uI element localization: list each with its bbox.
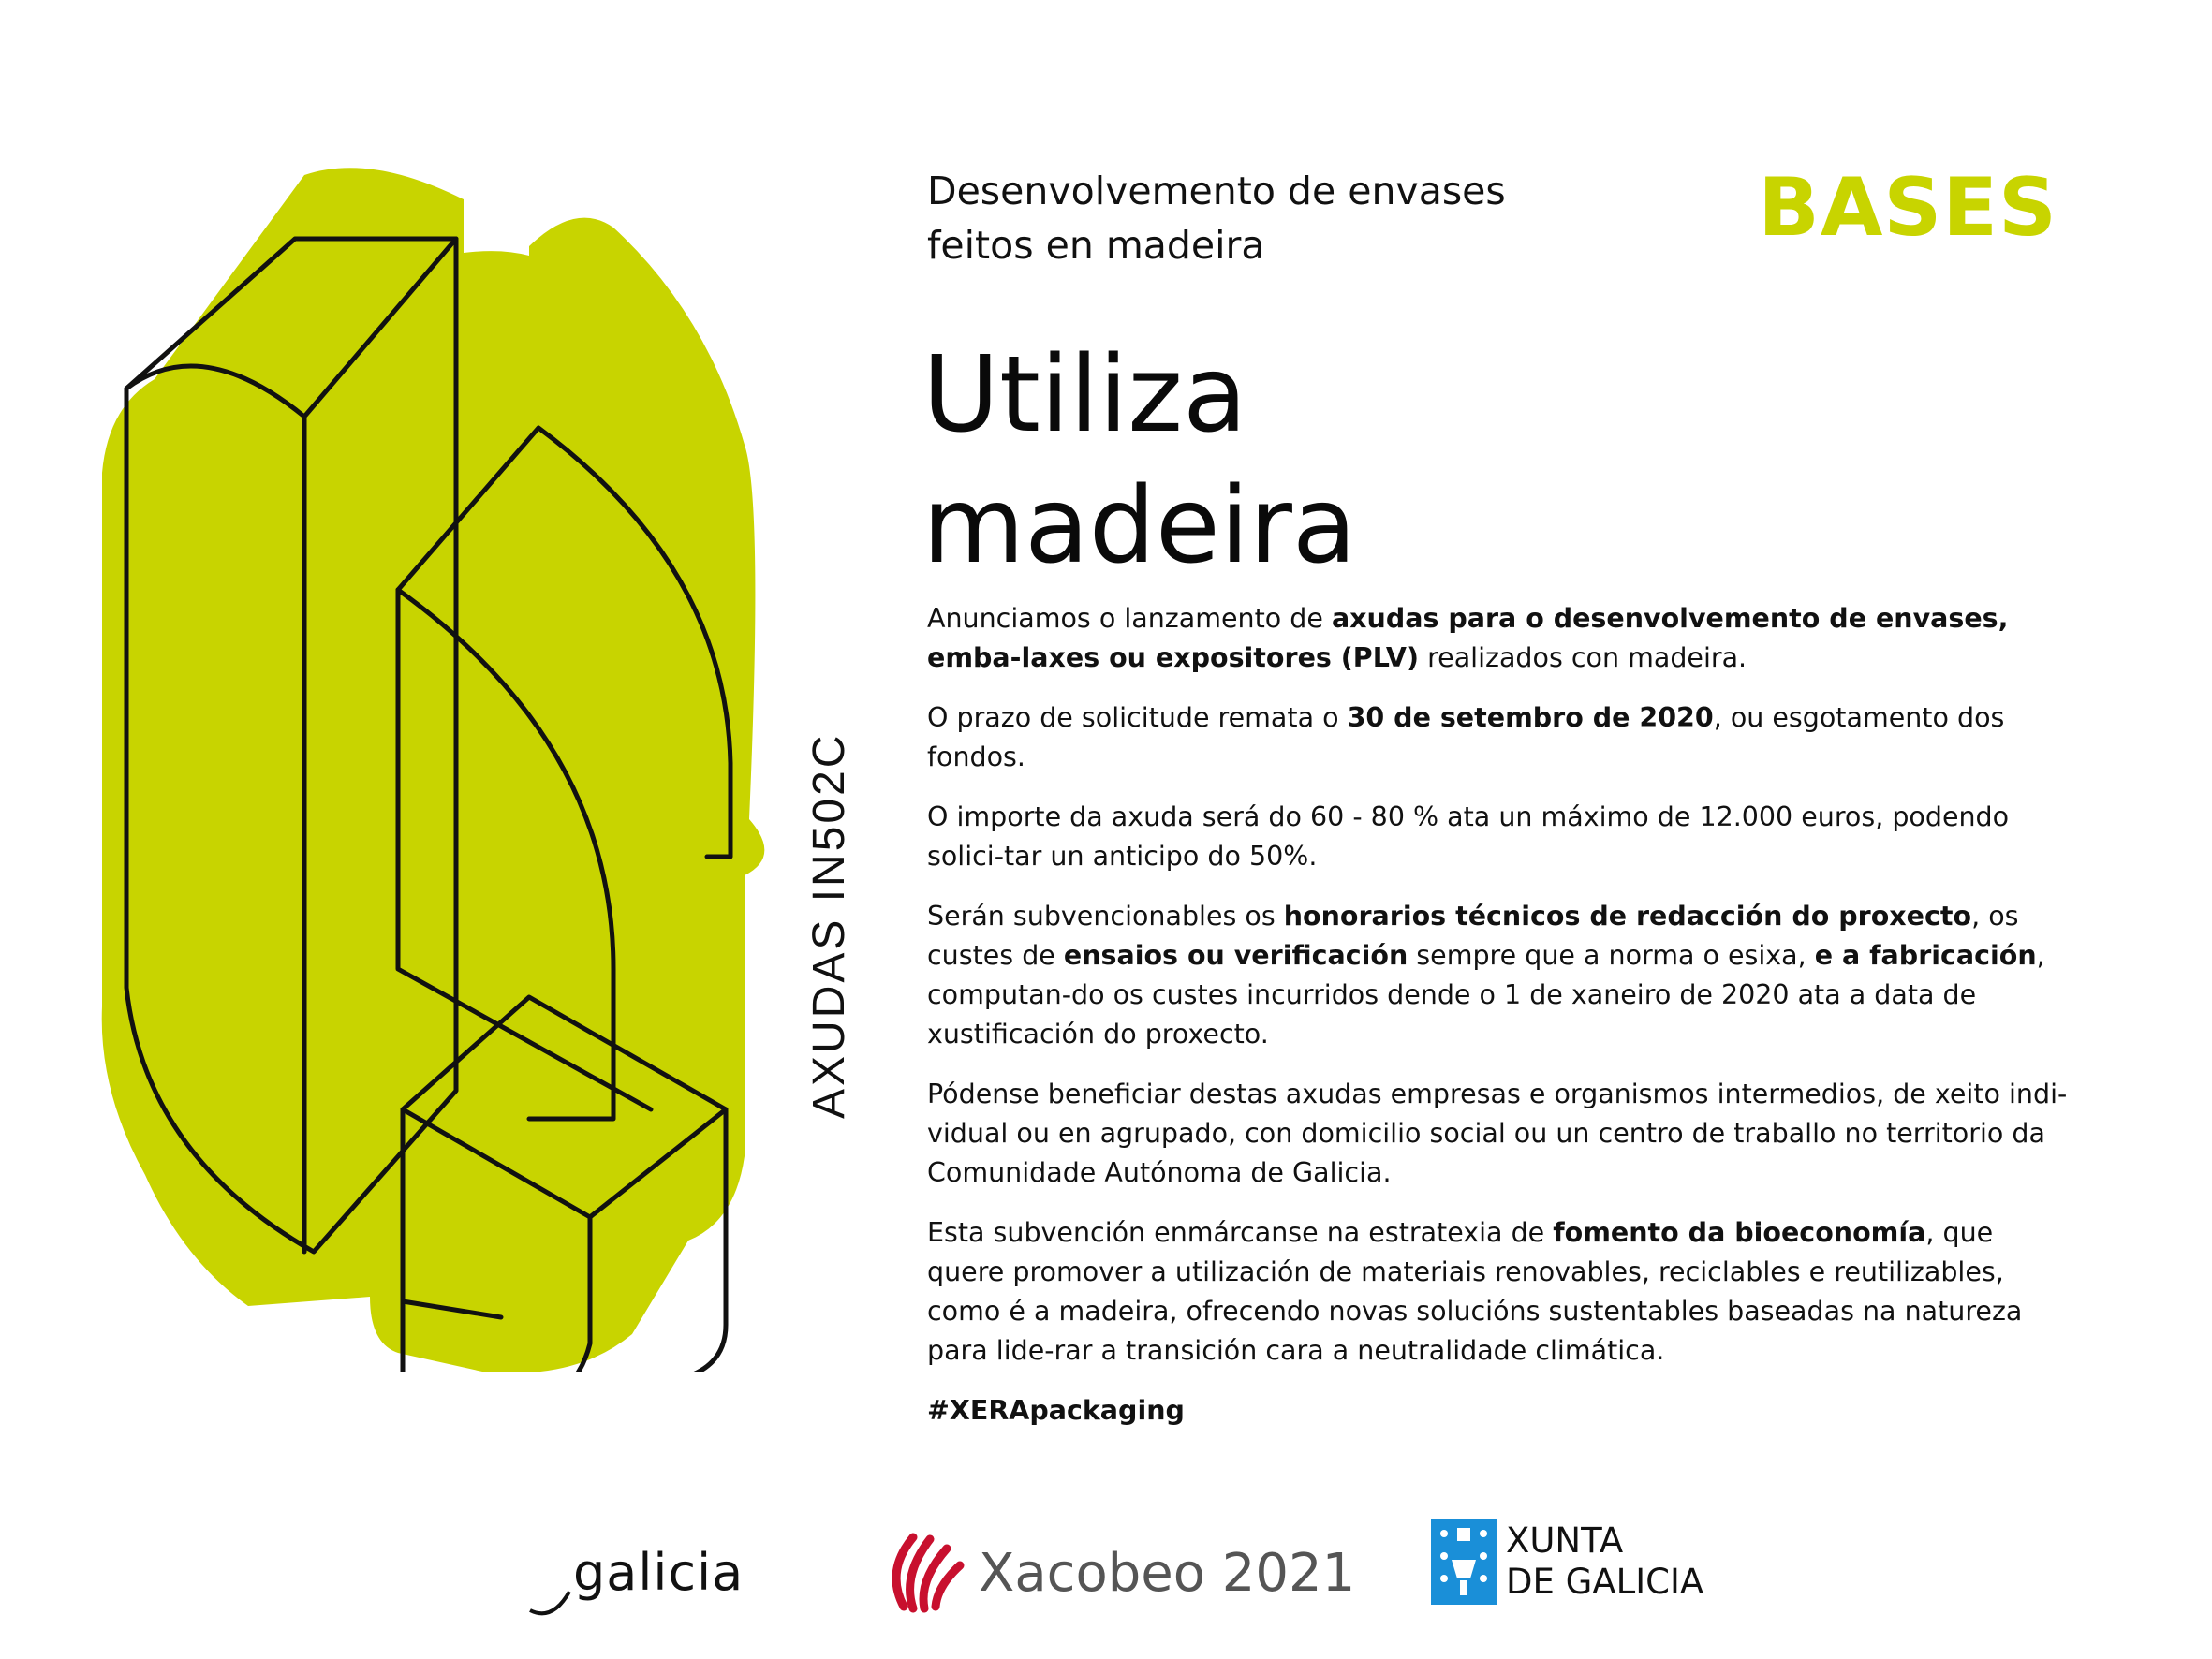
headline bbox=[922, 330, 1357, 592]
text-run: Esta subvención enmárcanse na estratexia de bbox=[927, 1217, 1554, 1248]
subtitle-line-2: feitos en madeira bbox=[927, 223, 1265, 268]
text-run: sempre que a norma o esixa, bbox=[1408, 940, 1815, 971]
xacobeo-logo-text: Xacobeo 2021 bbox=[979, 1543, 1356, 1604]
headline-line-1: Utiliza bbox=[922, 334, 1247, 456]
xunta-line-2: DE GALICIA bbox=[1506, 1562, 1704, 1602]
paragraph-deadline bbox=[927, 698, 2070, 777]
text-run: Pódense beneficiar destas axudas empresas e organismos intermedios, de xeito indi-vidual ou en agrupado, con domicilio social ou un centro de traballo no territorio da Comunidade Autónoma de Galicia. bbox=[927, 1079, 2068, 1188]
paragraph-beneficiaries bbox=[927, 1075, 2070, 1193]
subtitle-line-1: Desenvolvemento de envases bbox=[927, 169, 1506, 213]
xunta-logo-text bbox=[1506, 1520, 1703, 1603]
illustration-background-blob bbox=[102, 168, 765, 1372]
paragraph-announcement bbox=[927, 599, 2070, 678]
xacobeo-logo bbox=[876, 1524, 1356, 1622]
paragraph-strategy bbox=[927, 1213, 2070, 1371]
text-run: honorarios técnicos de redacción do proxecto bbox=[1283, 901, 1972, 932]
wood-package-illustration bbox=[89, 164, 801, 1372]
galicia-logo bbox=[524, 1535, 759, 1623]
galicia-coat-of-arms-icon bbox=[1431, 1519, 1497, 1605]
galicia-logo-text: galicia bbox=[573, 1543, 745, 1602]
text-run: O prazo de solicitude remata o bbox=[927, 702, 1348, 733]
text-run: ensaios ou verificación bbox=[1063, 940, 1408, 971]
text-run: O importe da axuda será do 60 - 80 % ata un máximo de 12.000 euros, podendo solici-tar un anticipo do 50%. bbox=[927, 801, 2010, 872]
text-run: , computan-do os custes incurridos dende o 1 de xaneiro de 2020 ata a data de xustificación do proxecto. bbox=[927, 940, 2045, 1050]
hashtag: #XERApackaging bbox=[927, 1395, 1185, 1426]
text-run: axudas para o desenvolvemento de envases, emba-laxes ou expositores (PLV) bbox=[927, 603, 2009, 673]
paragraph-eligible-costs bbox=[927, 897, 2070, 1054]
text-run: Serán subvencionables os bbox=[927, 901, 1284, 932]
text-run: fomento da bioeconomía bbox=[1553, 1217, 1926, 1248]
text-run: Anunciamos o lanzamento de bbox=[927, 603, 1332, 634]
text-run: e a fabricación bbox=[1814, 940, 2037, 971]
bases-badge: BASES bbox=[1758, 161, 2057, 255]
text-run: , os custes de bbox=[927, 901, 2019, 971]
xunta-line-1: XUNTA bbox=[1506, 1520, 1624, 1561]
text-run: , que quere promover a utilización de materiais renovables, reciclables e reutilizables, como é a madeira, ofrecendo novas solucións sustentables baseadas na natureza para lide-rar a transición cara a neutralidade climática. bbox=[927, 1217, 2023, 1366]
paragraph-amount bbox=[927, 798, 2070, 876]
text-run: realizados con madeira. bbox=[1419, 642, 1747, 673]
scallop-shell-icon bbox=[876, 1524, 969, 1618]
program-code-vertical: AXUDAS IN502C bbox=[804, 732, 854, 1119]
document-subtitle bbox=[927, 164, 1506, 272]
xunta-logo bbox=[1431, 1519, 1704, 1608]
text-run: 30 de setembro de 2020 bbox=[1347, 702, 1714, 733]
body-text bbox=[927, 599, 2070, 1451]
footer-logos bbox=[0, 1507, 2212, 1629]
text-run: , ou esgotamento dos fondos. bbox=[927, 702, 2005, 772]
headline-line-2: madeira bbox=[922, 465, 1357, 587]
